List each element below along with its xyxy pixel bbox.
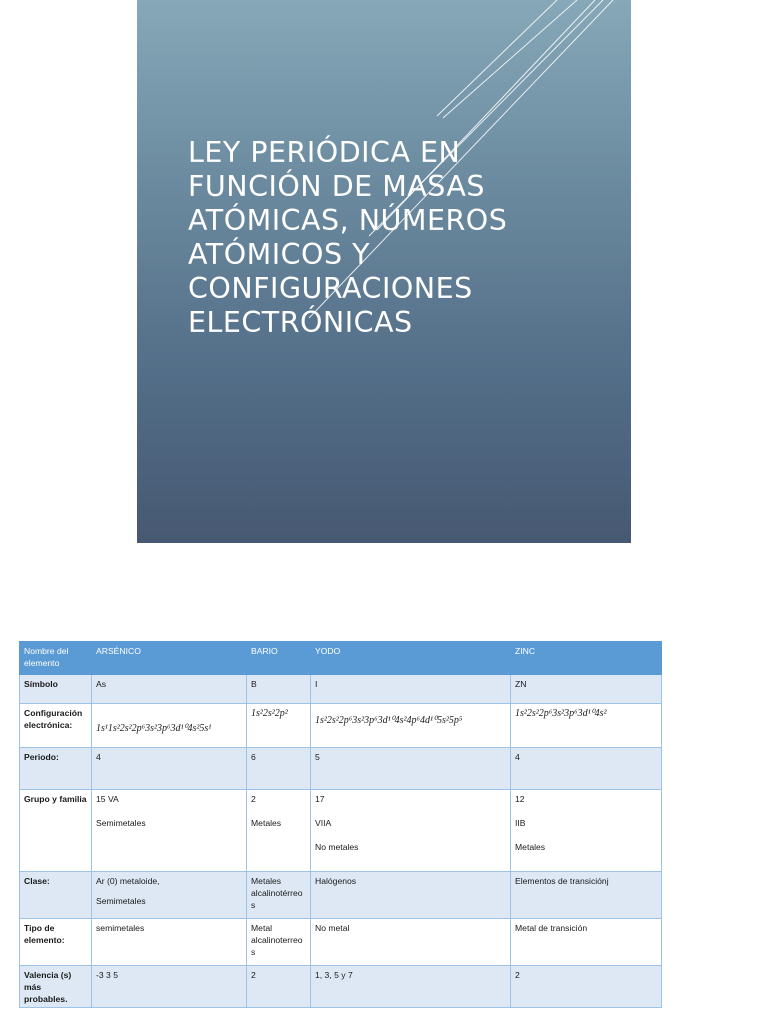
cell-line: 15 VA bbox=[96, 794, 119, 804]
slide-title-line: ATÓMICOS Y bbox=[188, 238, 371, 271]
row-label: Valencia (s) más probables. bbox=[20, 966, 92, 1008]
cell-bario: 2 bbox=[247, 966, 311, 1008]
row-label: Configuración electrónica: bbox=[20, 704, 92, 748]
electron-configuration: 1s²2s²2p⁶3s²3p⁶3d¹⁰4s²4p⁶4d¹⁰5s²5p⁵ bbox=[315, 715, 463, 726]
table-row-valencia bbox=[20, 966, 662, 1008]
cell-bario: Metal alcalinoterreos bbox=[247, 919, 311, 966]
cell-yodo bbox=[311, 704, 511, 748]
cell-arsenico bbox=[92, 872, 247, 919]
cell-yodo bbox=[311, 790, 511, 872]
header-yodo: YODO bbox=[311, 642, 511, 675]
cell-line: Ar (0) metaloide, bbox=[96, 876, 160, 886]
electron-configuration: 1s¹1s²2s²2p⁶3s²3p⁶3d¹⁰4s²5s¹ bbox=[96, 723, 212, 734]
cell-arsenico bbox=[92, 704, 247, 748]
table-row-periodo bbox=[20, 748, 662, 790]
cell-line: VIIA bbox=[315, 818, 332, 828]
cell-yodo: 1, 3, 5 y 7 bbox=[311, 966, 511, 1008]
cell-line: IIB bbox=[515, 818, 526, 828]
table-row-tipo bbox=[20, 919, 662, 966]
slide-title-line: ELECTRÓNICAS bbox=[188, 306, 413, 339]
electron-configuration: 1s²2s²2p⁶3s²3p⁶3d¹⁰4s² bbox=[515, 708, 607, 719]
slide-title bbox=[188, 136, 608, 340]
cell-arsenico bbox=[92, 790, 247, 872]
table-row-grupo bbox=[20, 790, 662, 872]
cell-yodo: Halógenos bbox=[311, 872, 511, 919]
cell-yodo: I bbox=[311, 675, 511, 704]
cell-zinc bbox=[511, 704, 662, 748]
cell-line: 12 bbox=[515, 794, 525, 804]
title-slide bbox=[137, 0, 631, 543]
cell-bario bbox=[247, 790, 311, 872]
slide-title-line: LEY PERIÓDICA EN bbox=[188, 136, 461, 169]
cell-bario: B bbox=[247, 675, 311, 704]
row-label: Periodo: bbox=[20, 748, 92, 790]
cell-zinc: Elementos de transiciónj bbox=[511, 872, 662, 919]
cell-bario: 6 bbox=[247, 748, 311, 790]
cell-arsenico: 4 bbox=[92, 748, 247, 790]
row-label: Clase: bbox=[20, 872, 92, 919]
cell-zinc: ZN bbox=[511, 675, 662, 704]
cell-line: 2 bbox=[251, 794, 256, 804]
cell-line: 17 bbox=[315, 794, 325, 804]
cell-line: Metales bbox=[251, 818, 282, 828]
cell-bario bbox=[247, 704, 311, 748]
header-zinc: ZINC bbox=[511, 642, 662, 675]
table-row-simbolo bbox=[20, 675, 662, 704]
header-arsenico: ARSÉNICO bbox=[92, 642, 247, 675]
cell-zinc: Metal de transición bbox=[511, 919, 662, 966]
electron-configuration: 1s²2s²2p² bbox=[251, 708, 288, 719]
cell-line: No metales bbox=[315, 842, 359, 852]
cell-arsenico: semimetales bbox=[92, 919, 247, 966]
cell-zinc: 2 bbox=[511, 966, 662, 1008]
cell-arsenico: As bbox=[92, 675, 247, 704]
header-label: Nombre del elemento bbox=[20, 642, 92, 675]
cell-line: Semimetales bbox=[96, 818, 146, 828]
table-row-configuracion bbox=[20, 704, 662, 748]
table-row-clase bbox=[20, 872, 662, 919]
slide-title-line: CONFIGURACIONES bbox=[188, 272, 473, 305]
cell-bario: Metales alcalinotérreos bbox=[247, 872, 311, 919]
table-header-row bbox=[20, 642, 662, 675]
cell-zinc bbox=[511, 790, 662, 872]
cell-line: Metales bbox=[515, 842, 546, 852]
header-bario: BARIO bbox=[247, 642, 311, 675]
cell-line: Semimetales bbox=[96, 896, 146, 906]
slide-title-line: FUNCIÓN DE MASAS bbox=[188, 170, 485, 203]
row-label: Grupo y familia bbox=[20, 790, 92, 872]
elements-table bbox=[19, 641, 662, 1008]
row-label: Tipo de elemento: bbox=[20, 919, 92, 966]
slide-title-line: ATÓMICAS, NÚMEROS bbox=[188, 204, 508, 237]
row-label: Símbolo bbox=[20, 675, 92, 704]
cell-arsenico: -3 3 5 bbox=[92, 966, 247, 1008]
cell-yodo: No metal bbox=[311, 919, 511, 966]
cell-zinc: 4 bbox=[511, 748, 662, 790]
cell-yodo: 5 bbox=[311, 748, 511, 790]
